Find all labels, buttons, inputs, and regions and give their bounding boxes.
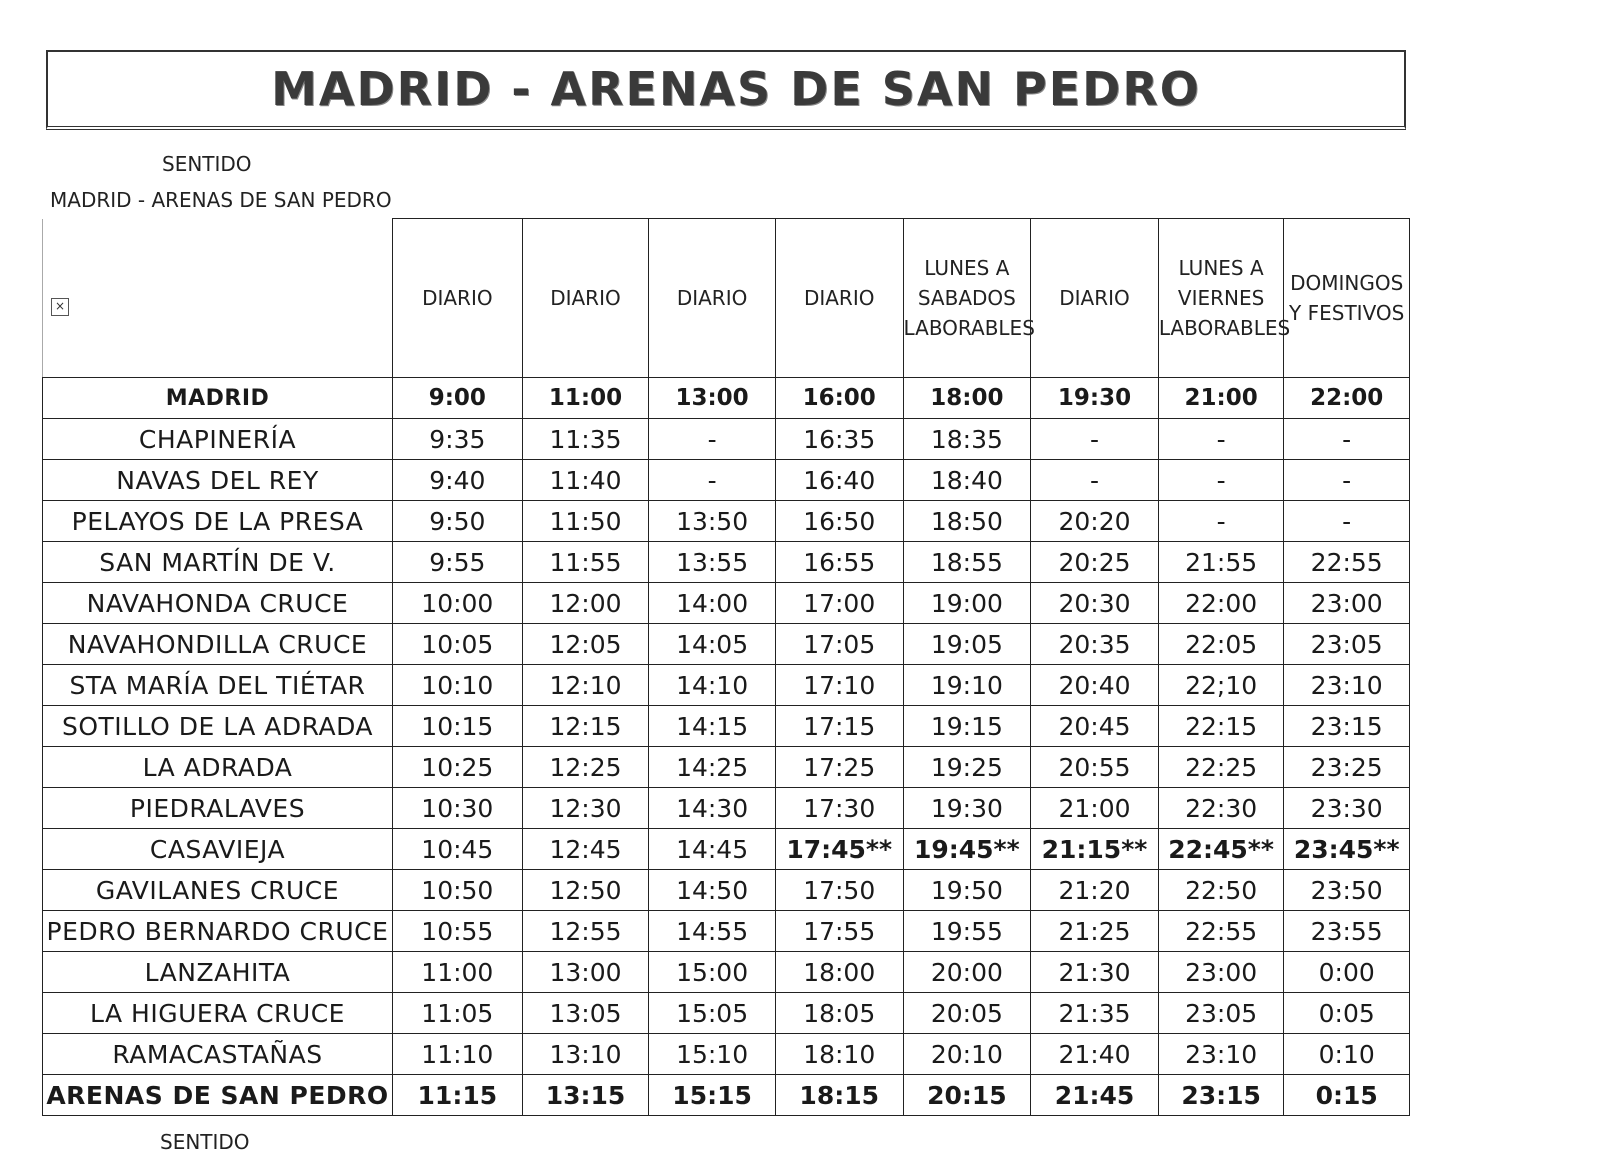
time-cell: 10:05 xyxy=(392,624,522,665)
time-cell: 20:00 xyxy=(903,952,1031,993)
time-cell: 13:15 xyxy=(522,1075,649,1116)
table-row xyxy=(43,911,1410,952)
time-cell: 22:55 xyxy=(1284,542,1410,583)
table-row xyxy=(43,870,1410,911)
time-cell: 18:40 xyxy=(903,460,1031,501)
table-row xyxy=(43,1034,1410,1075)
time-cell: 10:55 xyxy=(392,911,522,952)
time-cell: 16:40 xyxy=(775,460,903,501)
time-cell: 11:50 xyxy=(522,501,649,542)
stop-name: PELAYOS DE LA PRESA xyxy=(43,501,393,542)
table-row xyxy=(43,706,1410,747)
time-cell: 11:35 xyxy=(522,419,649,460)
time-cell: 18:15 xyxy=(775,1075,903,1116)
table-row xyxy=(43,1075,1410,1116)
time-cell: 21:25 xyxy=(1031,911,1159,952)
time-cell: 20:15 xyxy=(903,1075,1031,1116)
time-cell: 20:25 xyxy=(1031,542,1159,583)
time-cell: 23:55 xyxy=(1284,911,1410,952)
time-cell: 12:55 xyxy=(522,911,649,952)
time-cell: 22:00 xyxy=(1284,378,1410,419)
time-cell: 9:00 xyxy=(392,378,522,419)
stop-name: LA HIGUERA CRUCE xyxy=(43,993,393,1034)
time-cell: 0:05 xyxy=(1284,993,1410,1034)
time-cell: 0:00 xyxy=(1284,952,1410,993)
time-cell: - xyxy=(1158,501,1284,542)
time-cell: 22:30 xyxy=(1158,788,1284,829)
time-cell: 11:55 xyxy=(522,542,649,583)
time-cell: 10:15 xyxy=(392,706,522,747)
time-cell: 23:00 xyxy=(1284,583,1410,624)
table-row xyxy=(43,993,1410,1034)
time-cell: 23:45** xyxy=(1284,829,1410,870)
time-cell: 23:15 xyxy=(1158,1075,1284,1116)
time-cell: 23:15 xyxy=(1284,706,1410,747)
time-cell: 22:15 xyxy=(1158,706,1284,747)
time-cell: 11:00 xyxy=(392,952,522,993)
stop-name: MADRID xyxy=(43,378,393,419)
time-cell: 18:50 xyxy=(903,501,1031,542)
table-row xyxy=(43,460,1410,501)
time-cell: 11:15 xyxy=(392,1075,522,1116)
table-row xyxy=(43,952,1410,993)
column-header: LUNES A VIERNES LABORABLES xyxy=(1158,219,1284,378)
table-row xyxy=(43,583,1410,624)
time-cell: 12:30 xyxy=(522,788,649,829)
time-cell: 21:00 xyxy=(1158,378,1284,419)
time-cell: 23:00 xyxy=(1158,952,1284,993)
time-cell: 14:30 xyxy=(649,788,776,829)
time-cell: 0:10 xyxy=(1284,1034,1410,1075)
time-cell: 17:45** xyxy=(775,829,903,870)
stop-name: NAVAHONDA CRUCE xyxy=(43,583,393,624)
time-cell: 21:20 xyxy=(1031,870,1159,911)
table-row xyxy=(43,378,1410,419)
time-cell: 14:10 xyxy=(649,665,776,706)
time-cell: 19:10 xyxy=(903,665,1031,706)
time-cell: 11:05 xyxy=(392,993,522,1034)
stop-name: SOTILLO DE LA ADRADA xyxy=(43,706,393,747)
time-cell: 13:55 xyxy=(649,542,776,583)
time-cell: 17:30 xyxy=(775,788,903,829)
time-cell: 9:55 xyxy=(392,542,522,583)
time-cell: 23:05 xyxy=(1284,624,1410,665)
time-cell: 23:05 xyxy=(1158,993,1284,1034)
stop-name: CHAPINERÍA xyxy=(43,419,393,460)
column-header: DOMINGOS Y FESTIVOS xyxy=(1284,219,1410,378)
time-cell: 13:05 xyxy=(522,993,649,1034)
time-cell: 21:55 xyxy=(1158,542,1284,583)
stop-name: ARENAS DE SAN PEDRO xyxy=(43,1075,393,1116)
time-cell: 22:50 xyxy=(1158,870,1284,911)
stop-name: PEDRO BERNARDO CRUCE xyxy=(43,911,393,952)
time-cell: 23:10 xyxy=(1284,665,1410,706)
time-cell: - xyxy=(1158,460,1284,501)
time-cell: 17:25 xyxy=(775,747,903,788)
time-cell: 20:35 xyxy=(1031,624,1159,665)
time-cell: 15:00 xyxy=(649,952,776,993)
table-row xyxy=(43,501,1410,542)
time-cell: 19:50 xyxy=(903,870,1031,911)
time-cell: - xyxy=(1158,419,1284,460)
column-header: LUNES A SABADOS LABORABLES xyxy=(903,219,1031,378)
time-cell: 9:35 xyxy=(392,419,522,460)
table-row xyxy=(43,419,1410,460)
time-cell: 9:50 xyxy=(392,501,522,542)
document-title: MADRID - ARENAS DE SAN PEDRO xyxy=(271,62,1201,116)
time-cell: 18:00 xyxy=(775,952,903,993)
time-cell: 12:15 xyxy=(522,706,649,747)
stop-name: CASAVIEJA xyxy=(43,829,393,870)
time-cell: 10:50 xyxy=(392,870,522,911)
time-cell: 16:55 xyxy=(775,542,903,583)
time-cell: - xyxy=(1284,501,1410,542)
time-cell: 20:20 xyxy=(1031,501,1159,542)
time-cell: 19:45** xyxy=(903,829,1031,870)
column-header: DIARIO xyxy=(392,219,522,378)
time-cell: 10:10 xyxy=(392,665,522,706)
time-cell: 22:55 xyxy=(1158,911,1284,952)
time-cell: 23:30 xyxy=(1284,788,1410,829)
time-cell: 21:35 xyxy=(1031,993,1159,1034)
time-cell: 13:00 xyxy=(649,378,776,419)
time-cell: 11:00 xyxy=(522,378,649,419)
time-cell: 22:25 xyxy=(1158,747,1284,788)
time-cell: - xyxy=(1031,460,1159,501)
time-cell: 14:25 xyxy=(649,747,776,788)
time-cell: 14:50 xyxy=(649,870,776,911)
time-cell: 17:10 xyxy=(775,665,903,706)
time-cell: 20:45 xyxy=(1031,706,1159,747)
time-cell: 22:05 xyxy=(1158,624,1284,665)
table-row xyxy=(43,747,1410,788)
time-cell: 19:00 xyxy=(903,583,1031,624)
time-cell: 18:10 xyxy=(775,1034,903,1075)
time-cell: 15:15 xyxy=(649,1075,776,1116)
time-cell: 19:30 xyxy=(1031,378,1159,419)
time-cell: 17:55 xyxy=(775,911,903,952)
broken-image-icon: × xyxy=(51,298,69,316)
time-cell: - xyxy=(649,460,776,501)
time-cell: 14:45 xyxy=(649,829,776,870)
time-cell: 19:30 xyxy=(903,788,1031,829)
time-cell: 12:10 xyxy=(522,665,649,706)
stop-name: NAVAS DEL REY xyxy=(43,460,393,501)
time-cell: 12:50 xyxy=(522,870,649,911)
time-cell: 0:15 xyxy=(1284,1075,1410,1116)
time-cell: 23:50 xyxy=(1284,870,1410,911)
time-cell: 21:30 xyxy=(1031,952,1159,993)
column-header: DIARIO xyxy=(522,219,649,378)
time-cell: 13:10 xyxy=(522,1034,649,1075)
time-cell: 19:55 xyxy=(903,911,1031,952)
time-cell: 15:05 xyxy=(649,993,776,1034)
time-cell: 9:40 xyxy=(392,460,522,501)
stop-name: GAVILANES CRUCE xyxy=(43,870,393,911)
column-header: DIARIO xyxy=(1031,219,1159,378)
time-cell: 17:15 xyxy=(775,706,903,747)
column-header: DIARIO xyxy=(775,219,903,378)
time-cell: 14:00 xyxy=(649,583,776,624)
time-cell: 17:00 xyxy=(775,583,903,624)
time-cell: 22:45** xyxy=(1158,829,1284,870)
stop-name: LA ADRADA xyxy=(43,747,393,788)
sentido-route: MADRID - ARENAS DE SAN PEDRO xyxy=(50,188,392,212)
time-cell: 10:25 xyxy=(392,747,522,788)
corner-cell xyxy=(43,219,393,378)
time-cell: 19:25 xyxy=(903,747,1031,788)
time-cell: 12:00 xyxy=(522,583,649,624)
time-cell: 14:55 xyxy=(649,911,776,952)
time-cell: 21:40 xyxy=(1031,1034,1159,1075)
time-cell: - xyxy=(1031,419,1159,460)
time-cell: 22:00 xyxy=(1158,583,1284,624)
time-cell: 16:50 xyxy=(775,501,903,542)
table-row xyxy=(43,829,1410,870)
time-cell: 13:00 xyxy=(522,952,649,993)
time-cell: 21:45 xyxy=(1031,1075,1159,1116)
sentido-label: SENTIDO xyxy=(162,152,252,176)
time-cell: 14:15 xyxy=(649,706,776,747)
time-cell: 22;10 xyxy=(1158,665,1284,706)
table-row xyxy=(43,542,1410,583)
time-cell: 12:05 xyxy=(522,624,649,665)
time-cell: 10:00 xyxy=(392,583,522,624)
time-cell: 17:05 xyxy=(775,624,903,665)
time-cell: 16:00 xyxy=(775,378,903,419)
time-cell: - xyxy=(649,419,776,460)
timetable xyxy=(42,218,1410,1116)
time-cell: 20:10 xyxy=(903,1034,1031,1075)
time-cell: 21:00 xyxy=(1031,788,1159,829)
time-cell: 13:50 xyxy=(649,501,776,542)
time-cell: 21:15** xyxy=(1031,829,1159,870)
stop-name: RAMACASTAÑAS xyxy=(43,1034,393,1075)
stop-name: LANZAHITA xyxy=(43,952,393,993)
time-cell: - xyxy=(1284,460,1410,501)
time-cell: 11:10 xyxy=(392,1034,522,1075)
title-box xyxy=(46,50,1406,130)
stop-name: STA MARÍA DEL TIÉTAR xyxy=(43,665,393,706)
stop-name: SAN MARTÍN DE V. xyxy=(43,542,393,583)
stop-name: NAVAHONDILLA CRUCE xyxy=(43,624,393,665)
time-cell: 15:10 xyxy=(649,1034,776,1075)
time-cell: 12:25 xyxy=(522,747,649,788)
time-cell: 14:05 xyxy=(649,624,776,665)
time-cell: 17:50 xyxy=(775,870,903,911)
time-cell: 19:05 xyxy=(903,624,1031,665)
time-cell: 20:55 xyxy=(1031,747,1159,788)
table-row xyxy=(43,788,1410,829)
time-cell: 23:10 xyxy=(1158,1034,1284,1075)
time-cell: 23:25 xyxy=(1284,747,1410,788)
time-cell: 19:15 xyxy=(903,706,1031,747)
time-cell: 11:40 xyxy=(522,460,649,501)
time-cell: 10:45 xyxy=(392,829,522,870)
time-cell: 16:35 xyxy=(775,419,903,460)
time-cell: 20:40 xyxy=(1031,665,1159,706)
time-cell: 20:30 xyxy=(1031,583,1159,624)
table-row xyxy=(43,624,1410,665)
time-cell: 18:05 xyxy=(775,993,903,1034)
time-cell: 18:35 xyxy=(903,419,1031,460)
time-cell: - xyxy=(1284,419,1410,460)
header-row xyxy=(43,219,1410,378)
time-cell: 12:45 xyxy=(522,829,649,870)
time-cell: 18:00 xyxy=(903,378,1031,419)
column-header: DIARIO xyxy=(649,219,776,378)
stop-name: PIEDRALAVES xyxy=(43,788,393,829)
time-cell: 18:55 xyxy=(903,542,1031,583)
sentido-bottom-label: SENTIDO xyxy=(160,1130,250,1154)
time-cell: 10:30 xyxy=(392,788,522,829)
time-cell: 20:05 xyxy=(903,993,1031,1034)
table-row xyxy=(43,665,1410,706)
